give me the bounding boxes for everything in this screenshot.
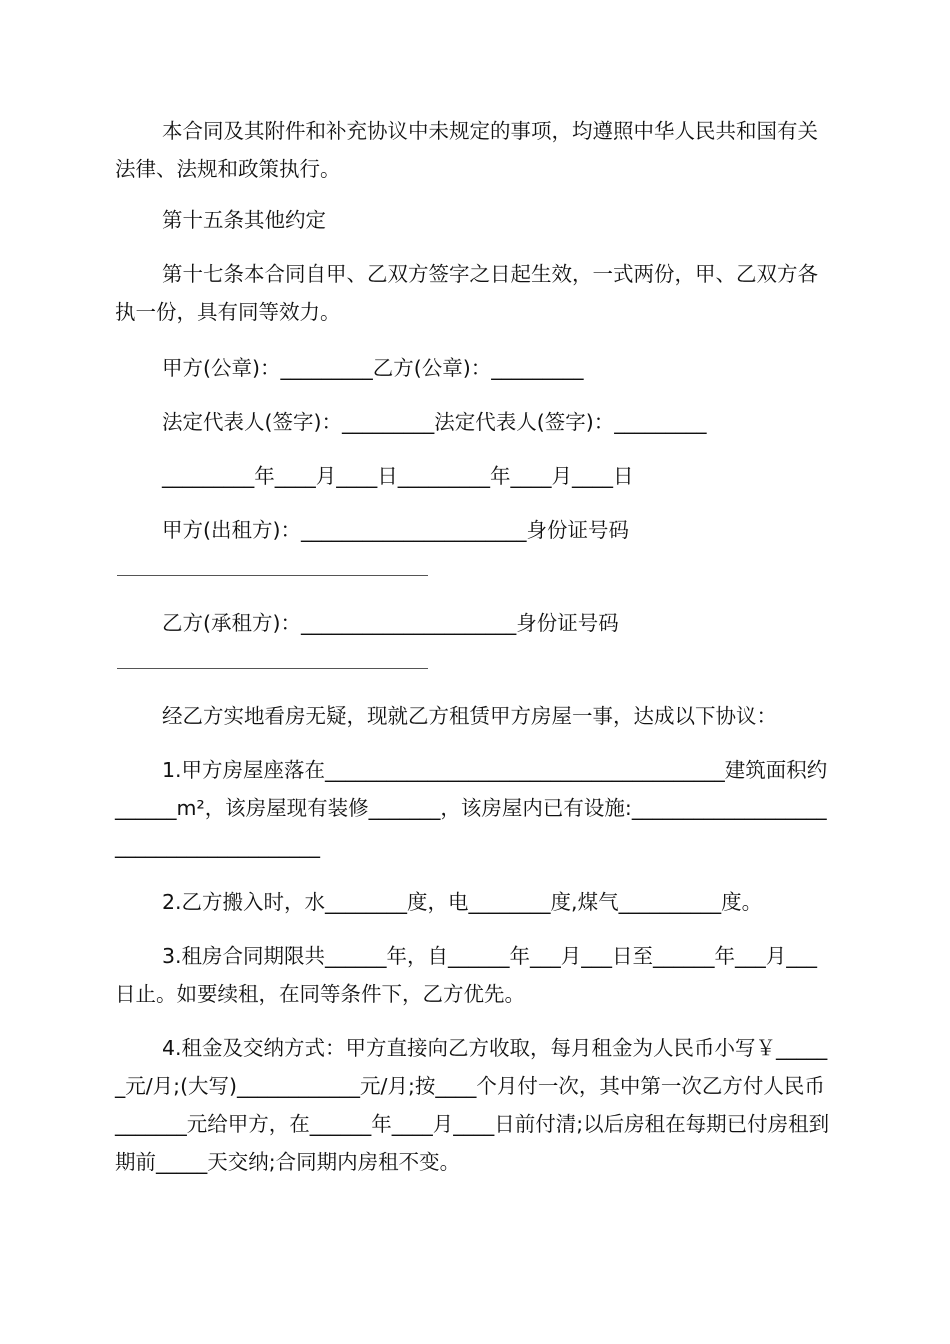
paragraph-article-15: 第十五条其他约定 [162, 208, 326, 232]
paragraph-agreement-intro: 经乙方实地看房无疑，现就乙方租赁甲方房屋一事，达成以下协议： [162, 704, 777, 728]
paragraph-representative-line: 法定代表人(签字)：_________法定代表人(签字)：_________ [162, 410, 707, 434]
paragraph-date-line: _________年____月____日_________年____月____日 [162, 464, 634, 488]
paragraph-legal-basis: 本合同及其附件和补充协议中未规定的事项，均遵照中华人民共和国有关法律、法规和政策执行。 [115, 119, 818, 181]
paragraph-clause-4: 4.租金及交纳方式：甲方直接向乙方收取，每月租金为人民币小写￥______元/月;(大写)____________元/月;按____个月付一次，其中第一次乙方付人民币_______元给甲方，在______年____月____日前付清;以后房租在每期已付房租到期前_____天交纳;合同期内房租不变。 [115, 1036, 830, 1174]
paragraph-clause-2: 2.乙方搬入时，水________度，电________度,煤气__________度。 [162, 890, 763, 914]
id-number-blank-lessee [117, 668, 428, 669]
paragraph-lessee-line: 乙方(承租方)：_____________________身份证号码 [162, 611, 619, 635]
paragraph-clause-1: 1.甲方房屋座落在_______________________________________建筑面积约______m²，该房屋现有装修_______，该房屋内已有设施:_______________________________________ [115, 758, 828, 858]
id-number-blank-lessor [117, 575, 428, 576]
paragraph-seal-line: 甲方(公章)：_________乙方(公章)：_________ [162, 356, 584, 380]
paragraph-article-17: 第十七条本合同自甲、乙双方签字之日起生效，一式两份，甲、乙双方各执一份，具有同等效力。 [115, 262, 818, 324]
paragraph-lessor-line: 甲方(出租方)：______________________身份证号码 [162, 518, 629, 542]
paragraph-clause-3: 3.租房合同期限共______年，自______年___月___日至______年___月___日止。如要续租，在同等条件下，乙方优先。 [115, 944, 818, 1006]
